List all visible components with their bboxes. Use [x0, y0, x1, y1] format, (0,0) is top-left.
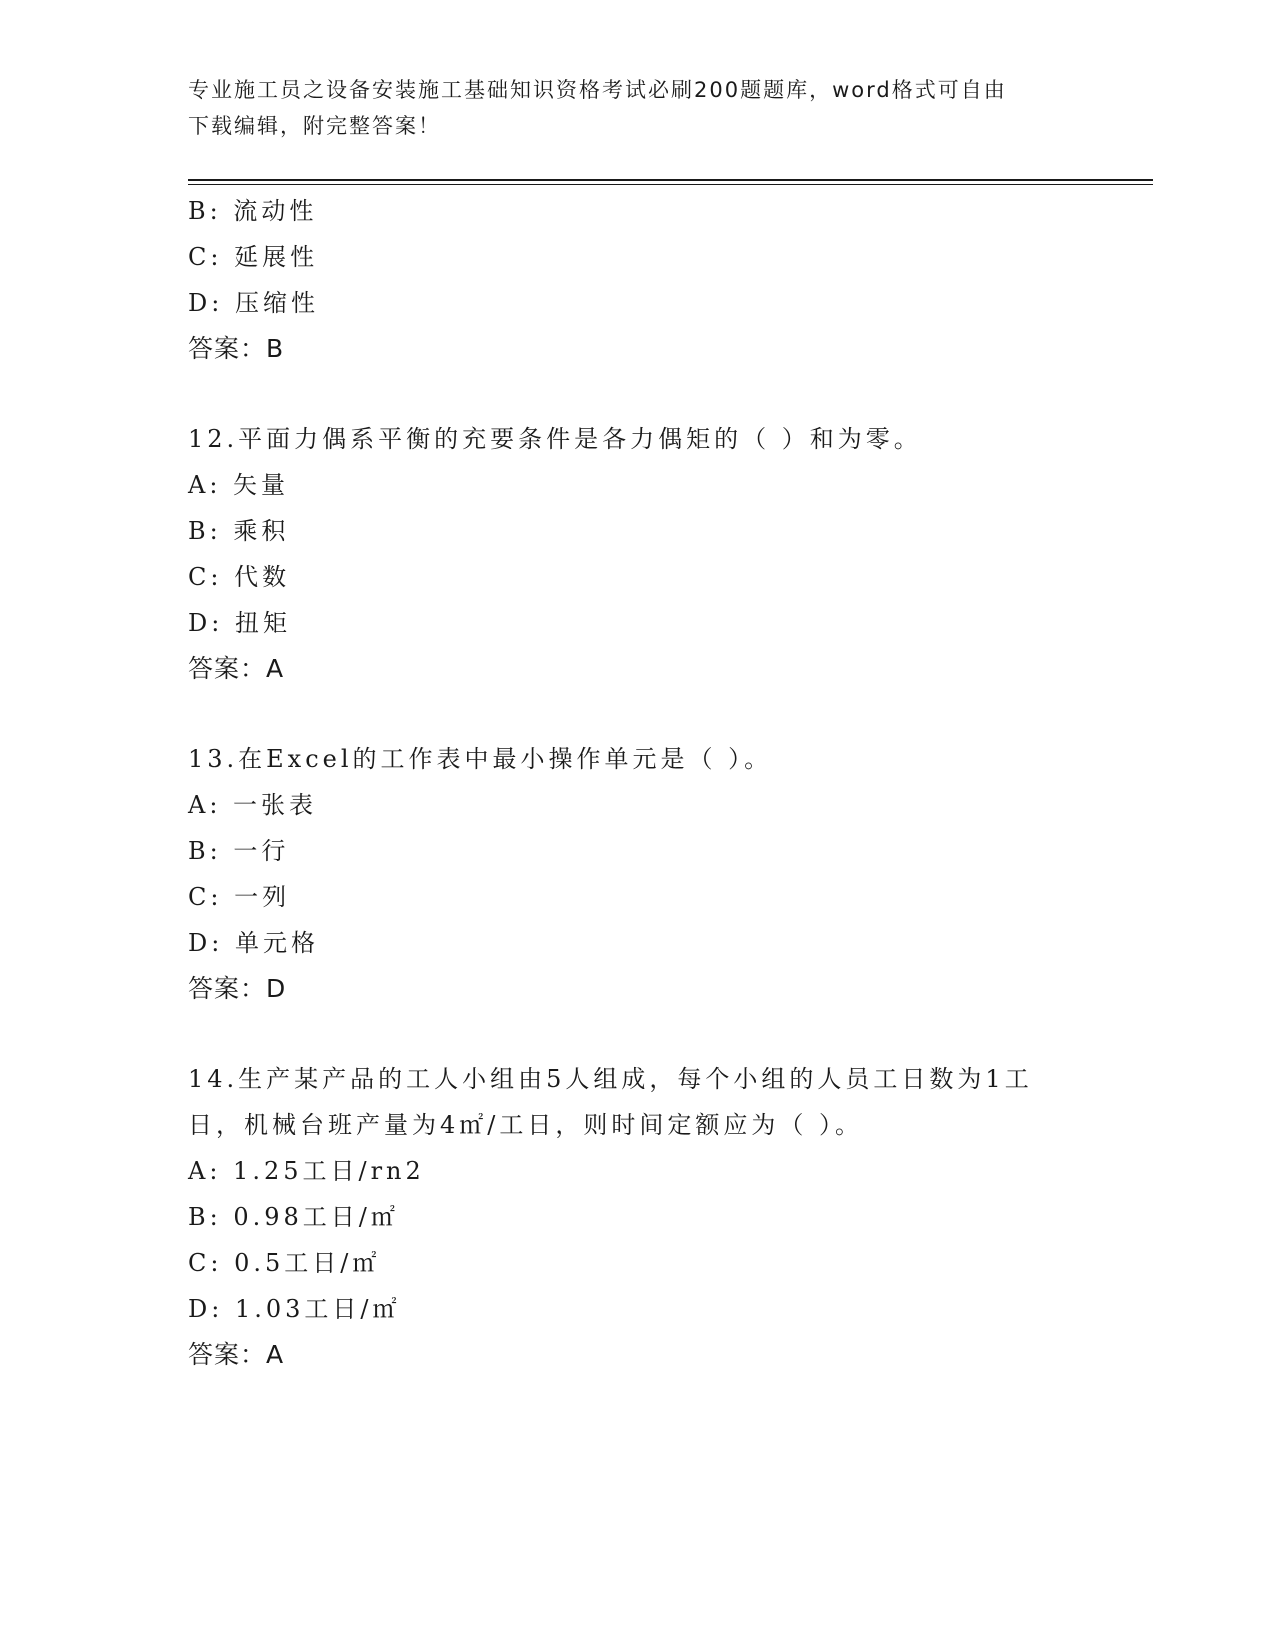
- header-divider-thick: [188, 179, 1153, 181]
- option-a: A: 一张表: [188, 791, 318, 819]
- question-text: 14.生产某产品的工人小组由5人组成，每个小组的人员工日数为1工日，机械台班产量为4㎡/工日，则时间定额应为（ ）。: [188, 1065, 1033, 1139]
- option-a: A: 1.25工日/rn2: [188, 1157, 425, 1185]
- spacer: [188, 372, 1088, 416]
- answer-line: 答案：D: [188, 974, 287, 1003]
- document-header: [188, 72, 1088, 144]
- question-13: [188, 736, 1088, 1012]
- option-c: C: 代数: [188, 563, 291, 591]
- question-text: 12.平面力偶系平衡的充要条件是各力偶矩的（ ）和为零。: [188, 425, 922, 453]
- header-line-1: 专业施工员之设备安装施工基础知识资格考试必刷200题题库，word格式可自由: [188, 78, 1007, 102]
- answer-line: 答案：A: [188, 654, 285, 683]
- question-list: [188, 188, 1088, 1378]
- spacer: [188, 692, 1088, 736]
- option-c: C: 一列: [188, 883, 291, 911]
- question-12: [188, 416, 1088, 692]
- option-d: D: 扭矩: [188, 609, 291, 637]
- header-divider-thin: [188, 184, 1153, 185]
- spacer: [188, 1012, 1088, 1056]
- option-a: A: 矢量: [188, 471, 290, 499]
- question-text: 13.在Excel的工作表中最小操作单元是（ ）。: [188, 745, 773, 773]
- option-d: D: 单元格: [188, 929, 319, 957]
- header-line-2: 下载编辑，附完整答案！: [188, 114, 441, 138]
- answer-line: 答案：A: [188, 1340, 285, 1369]
- answer-line: 答案：B: [188, 334, 285, 363]
- option-c: C: 0.5工日/㎡: [188, 1249, 381, 1277]
- option-d: D: 压缩性: [188, 289, 319, 317]
- option-d: D: 1.03工日/㎡: [188, 1295, 401, 1323]
- option-c: C: 延展性: [188, 243, 319, 271]
- option-b: B: 一行: [188, 837, 290, 865]
- option-b: B: 流动性: [188, 197, 318, 225]
- option-b: B: 乘积: [188, 517, 290, 545]
- question-11-tail: [188, 188, 1088, 372]
- option-b: B: 0.98工日/㎡: [188, 1203, 399, 1231]
- question-14: [188, 1056, 1088, 1378]
